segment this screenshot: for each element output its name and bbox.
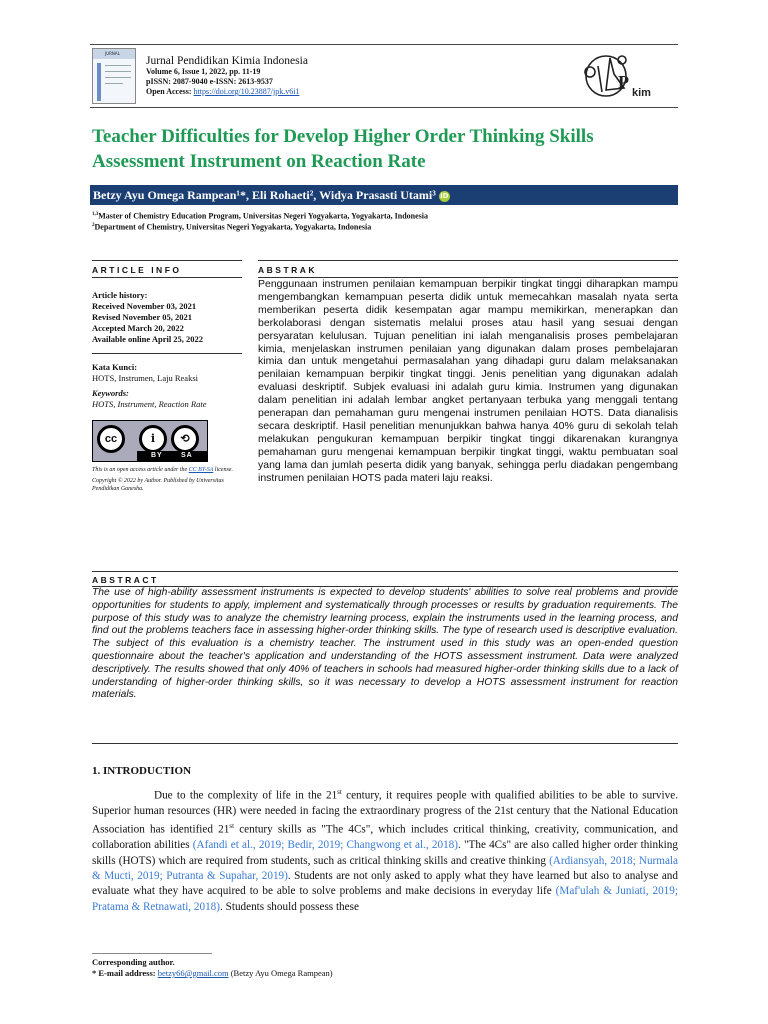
corresponding-label: Corresponding author.	[92, 957, 175, 967]
revised-date: Revised November 05, 2021	[92, 312, 192, 322]
keywords-label: Keywords:	[92, 388, 129, 398]
journal-cover-thumbnail	[92, 48, 136, 104]
online-date: Available online April 25, 2022	[92, 334, 204, 344]
abstrak-text: Penggunaan instrumen penilaian kemampuan berpikir tingkat tinggi diharapkan mampu mengembangkan kemampuan peserta didik untuk memecahkan masalah nyata serta memberikan peserta didik kesempatan agar mampu memikirkan, menerapkan dan berkolaborasi dengan sistematis melalui proses atau hasil yang sesuai dengan persyaratan kelulusan. Tujuan penelitian ini ialah menganalisis proses pembelajaran kimia, menjelaskan instrumen penilaian yang digunakan dalam proses pembelajaran kimia dan untuk mengetahui permasalahan yang dihadapi guru dalam melaksanakan penilaian kemampuan berpikir tingkat tinggi. Jenis penelitian yang digunakan adalah evaluasi deskriptif. Subjek evaluasi ini adalah guru kimia. Instrumen yang digunakan dalam penelitian ini adalah lembar angket pertanyaan terbuka yang menggali tentang penerapan dan pemahaman guru mengenai instrumen penilaian HOTS. Data dianalisis secara deskriptif. Hasil penelitian menunjukkan bahwa hanya 40% guru di sekolah telah melakukan pengukuran kemampuan berpikir tingkat tinggi dikarenakan kurangnya pemahaman guru mengenai kemampuan berpikir tingkat tinggi, waktu pembuatan soal yang lama dan jumlah peserta didik yang banyak, sehingga perlu diadakan pengembang instrumen penilaian HOTS pada materi laju reaksi.	[258, 278, 678, 484]
citation-link[interactable]: (Ardiansyah, 2018; Nurmala & Mucti, 2019; Putranta & Supahar, 2019)	[92, 854, 678, 882]
email-label: * E-mail address:	[92, 968, 158, 978]
article-info-heading: ARTICLE INFO	[92, 265, 182, 275]
open-access	[146, 87, 308, 97]
info-divider	[92, 353, 242, 354]
accepted-date: Accepted March 20, 2022	[92, 323, 184, 333]
introduction-text: Due to the complexity of life in the 21st century, it requires people with qualified abilities to be able to survive. Superior human resources (HR) were needed in facing the extraordinary progress of the 21st century that the National Education Association has identified 21st century skills as "The 4Cs", which includes critical thinking, creativity, communication, and collaboration abilities (Afandi et al., 2019; Bedir, 2019; Changwong et al., 2018). "The 4Cs" are also called higher order thinking skills (HOTS) which are required from students, such as critical thinking skills and creative thinking (Ardiansyah, 2018; Nurmala & Mucti, 2019; Putranta & Supahar, 2019). Students are not only asked to apply what they have learned but also to analyse and evaluate what they have acquired to be able to solve problems and make decisions in everyday life (Maf'ulah & Juniati, 2019; Pratama & Retnawati, 2018). Students should possess these	[92, 788, 679, 913]
orcid-icon[interactable]: iD	[440, 192, 449, 200]
article-info-top-rule	[92, 260, 242, 261]
abstrak-heading: ABSTRAK	[258, 265, 318, 275]
article-info-bottom-rule	[92, 277, 242, 278]
share-alike-icon: ⟲	[171, 425, 199, 453]
article-history	[92, 290, 242, 345]
abstract-heading: ABSTRACT	[92, 575, 159, 585]
affiliation-2: $^2$Department of Chemistry, Universitas Negeri Yogyakarta, Yogyakarta, Indonesia	[92, 222, 372, 232]
license-note: This is an open access article under the CC BY-SA license.	[92, 467, 233, 473]
authors-bar	[90, 185, 678, 205]
abstract-text: The use of high-ability assessment instruments is expected to develop students' abilities to solve real problems and provide opportunities for students to apply, implement and systematically through processes or results by graduation requirements. The purpose of this study was to analyze the chemistry learning process, explain the instruments used in the learning process, and find out the problems teachers face in assessing higher-order thinking skills. The type of research used is descriptive evaluation. The subject of this evaluation is a chemistry teacher. The instrument used in this study was an open-ended question questionnaire about the teacher's application and understanding of the HOTS assessment instrument. Data were analyzed descriptively. The results showed that only 40% of teachers in schools had measured higher-order thinking skills due to a lack of understanding of higher-order thinking skills, so it was necessary to develop a HOTS assessment instrument for reaction materials.	[92, 587, 678, 701]
kata-kunci-label: Kata Kunci:	[92, 362, 138, 372]
history-label: Article history:	[92, 290, 148, 300]
citation-link[interactable]: (Maf'ulah & Juniati, 2019; Pratama & Retnawati, 2018)	[92, 885, 678, 913]
author-list: Betzy Ayu Omega Rampean¹*, Eli Rohaeti², Widya Prasasti Utami³	[93, 188, 436, 202]
open-access-label: Open Access:	[146, 87, 194, 96]
affiliation-1: $^{1,3}$Master of Chemistry Education Program, Universitas Negeri Yogyakarta, Yogyakarta, Indonesia	[92, 211, 428, 221]
header-bottom-rule	[90, 107, 678, 108]
cc-icon: cc	[97, 425, 125, 453]
article-title	[92, 124, 692, 174]
license-link[interactable]: CC BY-SA	[188, 467, 214, 473]
abstract-top-rule	[92, 571, 678, 572]
title-line-1: Teacher Difficulties for Develop Higher Order Thinking Skills	[92, 126, 594, 147]
cc-labels	[137, 451, 207, 461]
corresponding-footnote	[92, 957, 333, 979]
email-link[interactable]: betzy66@gmail.com	[157, 968, 229, 978]
keywords-value: HOTS, Instrument, Reaction Rate	[92, 399, 207, 409]
title-line-2: Assessment Instrument on Reaction Rate	[92, 151, 426, 172]
kata-kunci-value: HOTS, Instrumen, Laju Reaksi	[92, 373, 198, 383]
cc-by-sa-badge-icon[interactable]	[92, 420, 208, 462]
journal-issn: pISSN: 2087-9040 e-ISSN: 2613-9537	[146, 77, 273, 86]
citation-link[interactable]: (Afandi et al., 2019; Bedir, 2019; Changwong et al., 2018)	[192, 839, 458, 852]
cover-label: JURNAL	[105, 51, 120, 56]
logo-text: kim	[632, 87, 651, 99]
journal-info	[146, 55, 308, 97]
received-date: Received November 03, 2021	[92, 301, 197, 311]
attribution-icon: i	[139, 425, 167, 453]
abstrak-top-rule	[258, 260, 678, 261]
email-name: (Betzy Ayu Omega Rampean)	[228, 968, 333, 978]
logo-letter: P	[618, 72, 629, 92]
cc-sa-label: SA	[181, 452, 193, 459]
article-info-panel	[92, 290, 242, 493]
cc-by-label: BY	[151, 452, 163, 459]
jpk-logo-icon	[576, 48, 676, 104]
journal-volume: Volume 6, Issue 1, 2022, pp. 11-19	[146, 67, 261, 76]
keywords	[92, 388, 242, 410]
copyright-note: Copyright © 2022 by Author. Published by Universitas Pendidikan Ganesha.	[92, 478, 224, 492]
header-top-rule	[90, 44, 678, 45]
journal-name: Jurnal Pendidikan Kimia Indonesia	[146, 55, 308, 67]
doi-link[interactable]: https://doi.org/10.23887/jpk.v6i1	[193, 87, 300, 96]
abstract-bottom-rule	[92, 743, 678, 744]
footnote-rule	[92, 953, 212, 954]
kata-kunci	[92, 362, 242, 384]
introduction-heading: 1. INTRODUCTION	[92, 765, 192, 777]
